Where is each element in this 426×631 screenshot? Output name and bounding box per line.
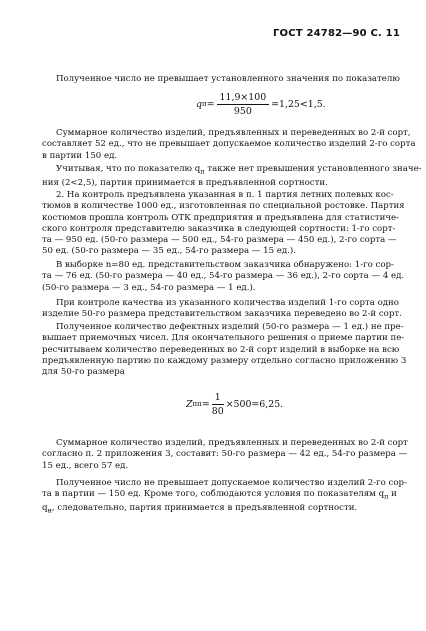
paragraph-4: 2. На контроль предъявлена указанная в п. 1 партия летних полевых кос- тюмов в количестве 1000 ед., изготовленная по специальной ростовке. Партия костюмов прошла контроль ОТК предприятия и предъявлена для статистиче- ского контроля представителю заказчика в следующей сортности: 1-го сорт- та — 950 ед. (50-го размера — 500 ед., 54-го размера — 450 ед.), 2-го сорта — 50 ед. (50-го размера — 35 ед., 54-го размера — 15 ед.). xyxy=(42,190,405,257)
paragraph-6: При контроле качества из указанного количества изделий 1-го сорта одно изделие 50-го размера представительством заказчика переведено во 2-й сорт. xyxy=(42,298,402,320)
fraction: $\frac{11,9\times 100}{950}$ xyxy=(217,92,270,117)
formula-qp: q п = $\frac{11,9\times 100}{950}$ =1,25<1,5. xyxy=(196,92,326,117)
paragraph-3: Учитывая, что по показателю $q_п$ также нет превышения установленного значе- ния (2<2,5), партия принимается в предъявленной сортности. xyxy=(42,164,422,189)
paragraph-7: Полученное количество дефектных изделий (50-го размера — 1 ед.) не пре- вышает приемочных чисел. Для окончательного решения о приеме партии пе- ресчитываем количество переведенных во 2-й сорт изделий в выборке на всю предъявленную партию по каждому размеру отдельно согласно приложению 3 для 50-го размера xyxy=(42,322,407,378)
formula-zpp: Z пп = $\frac{1}{80}$ ×500=6,25. xyxy=(186,392,284,417)
page-header: ГОСТ 24782—90 С. 11 xyxy=(272,28,400,39)
paragraph-2: Суммарное количество изделий, предъявленных и переведенных во 2-й сорт, составляет 52 ед., что не превышает допускаемое количество изделий 2-го сорта в партии 150 ед. xyxy=(42,128,416,161)
paragraph-5: В выборке n=80 ед. представительством заказчика обнаружено: 1-го сор- та — 76 ед. (50-го размера — 40 ед., 54-го размера — 36 ед.), 2-го сорта — 4 ед. (50-го размера — 3 ед., 54-го размера — 1 ед.). xyxy=(42,260,405,293)
fraction: $\frac{1}{80}$ xyxy=(211,392,224,417)
paragraph-1: Полученное число не превышает установленного значения по показателю xyxy=(56,74,400,84)
paragraph-9: Полученное число не превышает допускаемое количество изделий 2-го сор- та в партии — 150 ед. Кроме того, соблюдаются условия по показателям $q_п$ и $q_н$, следовательно, партия принимается в предъявленной сортности. xyxy=(42,478,407,516)
paragraph-8: Суммарное количество изделий, предъявленных и переведенных во 2-й сорт согласно п. 2 приложения 3, составит: 50-го размера — 42 ед., 54-го размера — 15 ед., всего 57 ед. xyxy=(42,438,408,471)
